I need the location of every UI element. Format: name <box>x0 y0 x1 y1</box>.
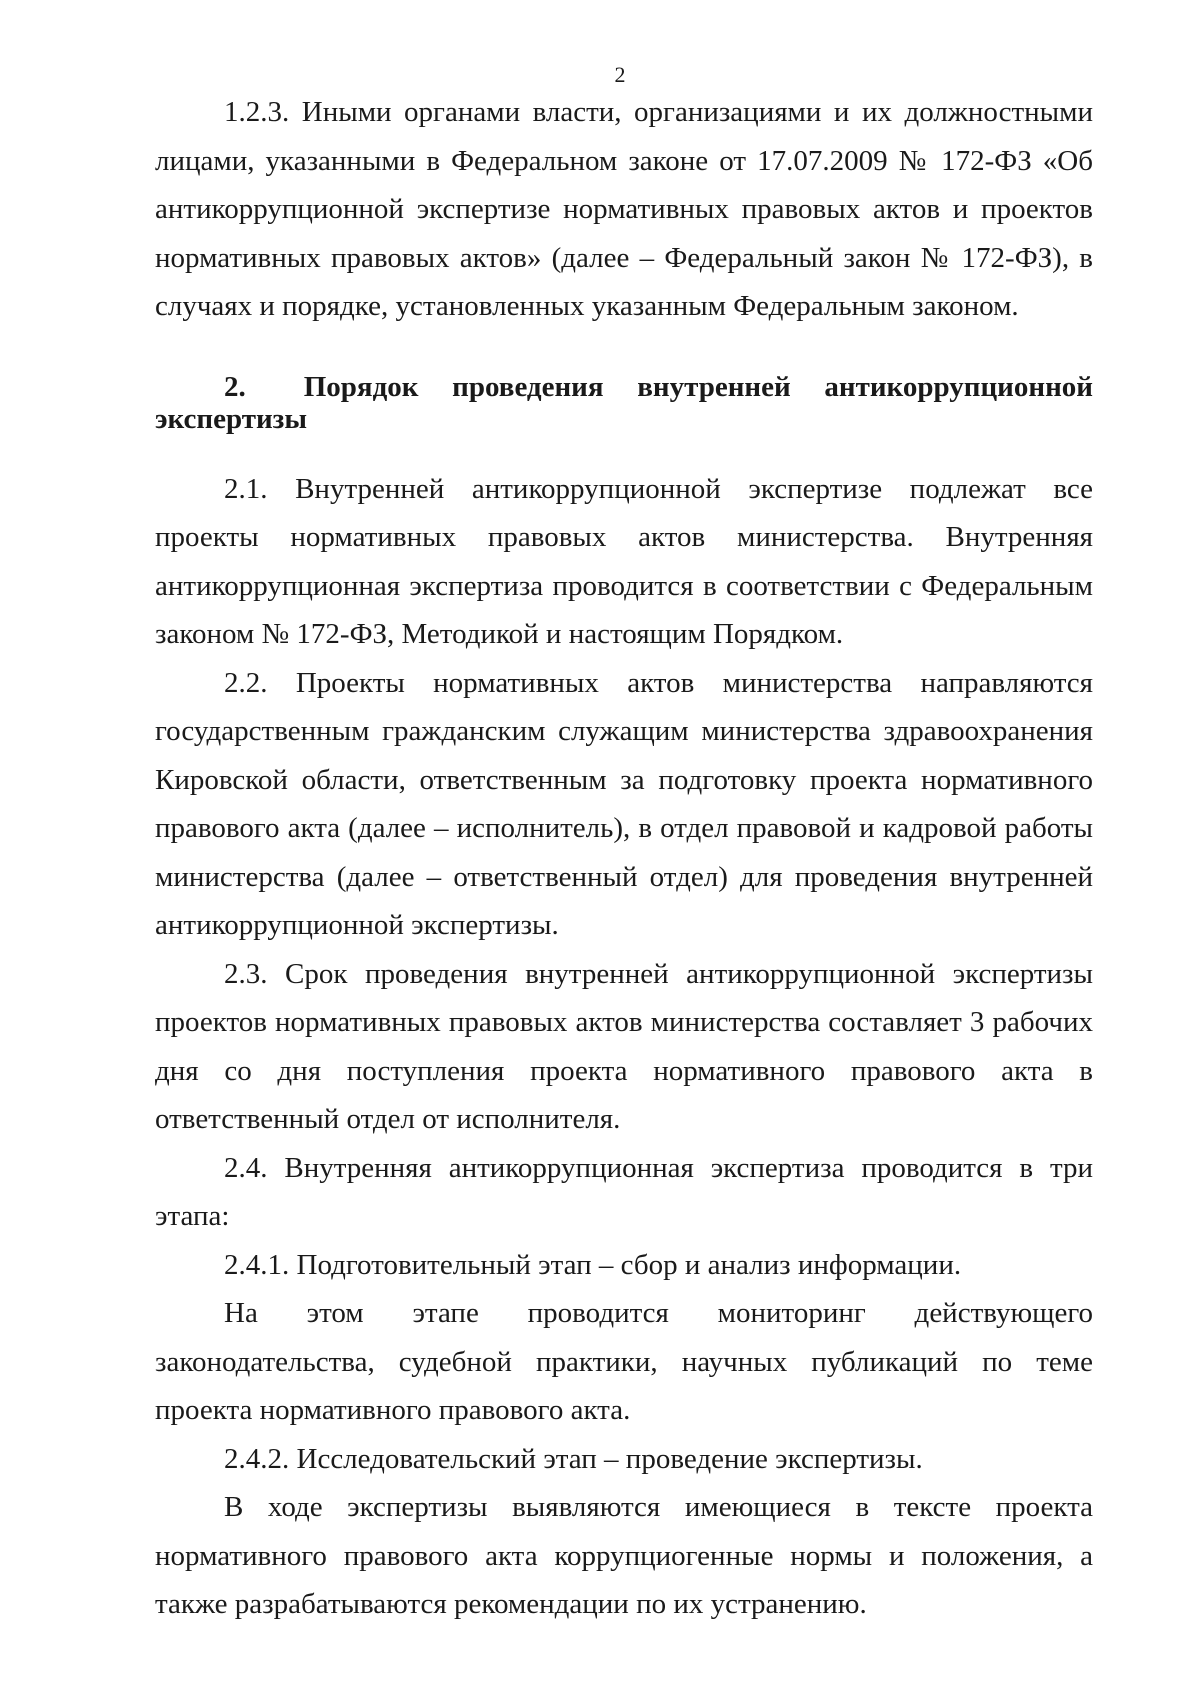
page-number: 2 <box>614 62 626 87</box>
paragraph-2-3: 2.3. Срок проведения внутренней антикоррупционной экспертизы проектов нормативных правовых актов министерства составляет 3 рабочих дня со дня поступления проекта нормативного правового акта в ответственный отдел от исполнителя. <box>155 957 1093 1135</box>
section-title: Порядок проведения внутренней антикоррупционной экспертизы <box>155 370 1093 435</box>
paragraph-2-4-1-detail: На этом этапе проводится мониторинг действующего законодательства, судебной практики, научных публикаций по теме проекта нормативного правового акта. <box>155 1297 1093 1426</box>
paragraph-2-1: 2.1. Внутренней антикоррупционной экспертизе подлежат все проекты нормативных правовых актов министерства. Внутренняя антикоррупционная экспертиза проводится в соответствии с Федеральным законом № 172-ФЗ, Методикой и настоящим Порядком. <box>155 472 1093 650</box>
paragraph-2-4-2-detail: В ходе экспертизы выявляются имеющиеся в тексте проекта нормативного правового акта коррупциогенные нормы и положения, а также разрабатываются рекомендации по их устранению. <box>155 1491 1093 1620</box>
section-number: 2. <box>224 370 246 403</box>
document-body <box>155 88 1093 1629</box>
paragraph-2-4-1: 2.4.1. Подготовительный этап – сбор и анализ информации. <box>224 1248 962 1281</box>
paragraph-2-4: 2.4. Внутренняя антикоррупционная экспертиза проводится в три этапа: <box>155 1151 1093 1232</box>
section-heading <box>155 371 1093 435</box>
paragraph-1-2-3: 1.2.3. Иными органами власти, организациями и их должностными лицами, указанными в Федеральном законе от 17.07.2009 № 172-ФЗ «Об антикоррупционной экспертизе нормативных правовых актов и проектов нормативных правовых актов» (далее – Федеральный закон № 172-ФЗ), в случаях и порядке, установленных указанным Федеральным законом. <box>155 96 1093 322</box>
paragraph-2-4-2: 2.4.2. Исследовательский этап – проведение экспертизы. <box>224 1442 923 1475</box>
paragraph-2-2: 2.2. Проекты нормативных актов министерства направляются государственным гражданским служащим министерства здравоохранения Кировской области, ответственным за подготовку проекта нормативного правового акта (далее – исполнитель), в отдел правовой и кадровой работы министерства (далее – ответственный отдел) для проведения внутренней антикоррупционной экспертизы. <box>155 666 1093 941</box>
